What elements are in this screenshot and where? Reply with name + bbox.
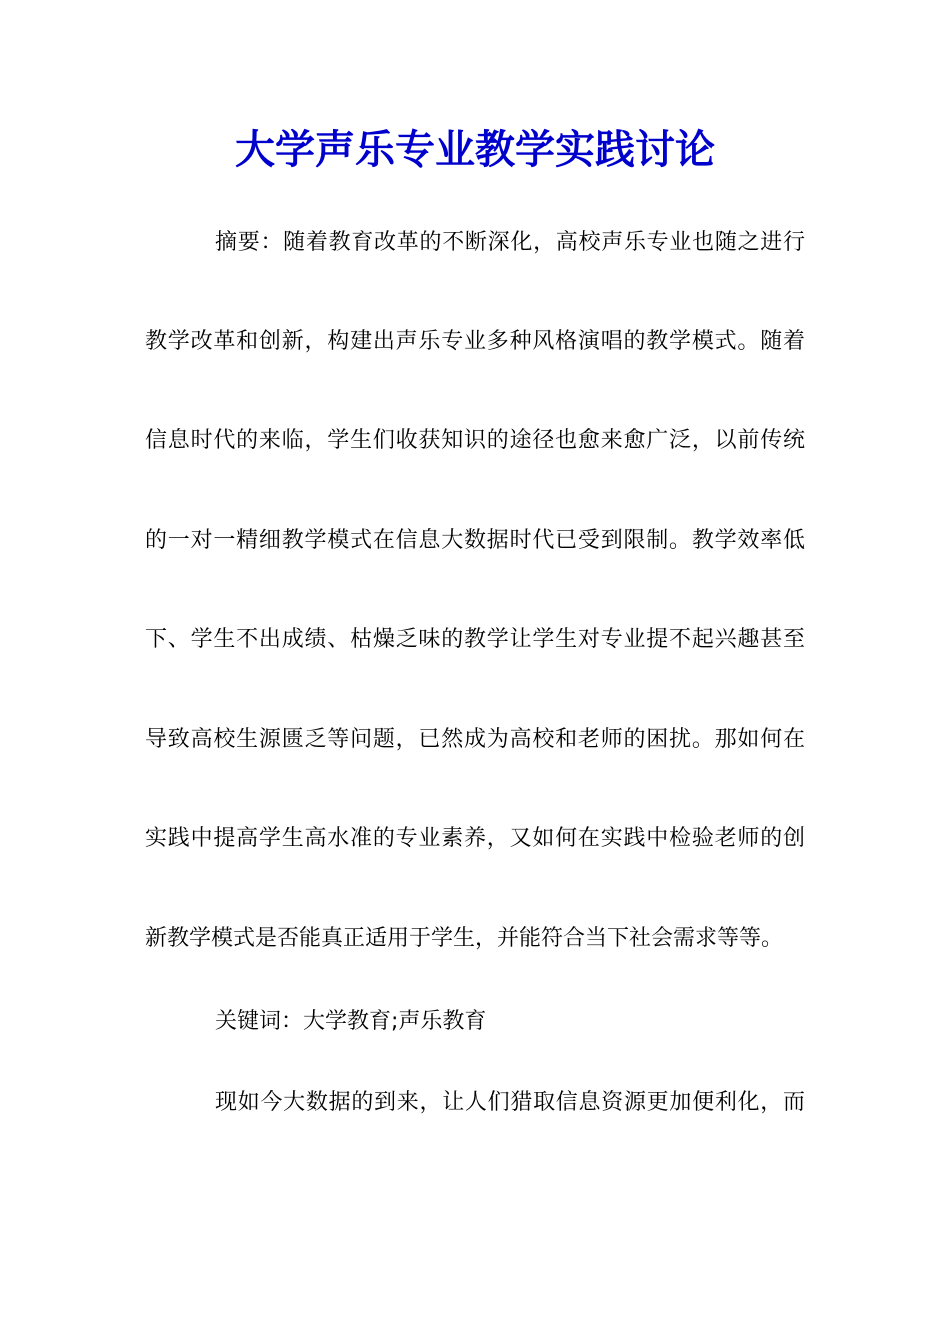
abstract-line-6: 导致高校生源匮乏等问题，已然成为高校和老师的困扰。那如何在 [145,727,805,752]
abstract-line-7: 实践中提高学生高水准的专业素养，又如何在实践中检验老师的创 [145,826,805,851]
abstract-line-4: 的一对一精细教学模式在信息大数据时代已受到限制。教学效率低 [145,528,805,553]
abstract-line-2: 教学改革和创新，构建出声乐专业多种风格演唱的教学模式。随着 [145,329,805,354]
abstract-line-3: 信息时代的来临，学生们收获知识的途径也愈来愈广泛，以前传统 [145,428,805,453]
abstract-line-1: 摘要：随着教育改革的不断深化，高校声乐专业也随之进行 [215,230,805,255]
page-title: 大学声乐专业教学实践讨论 [235,126,715,173]
abstract-line-5: 下、学生不出成绩、枯燥乏味的教学让学生对专业提不起兴趣甚至 [145,627,805,652]
body-paragraph-line-1: 现如今大数据的到来，让人们猎取信息资源更加便利化，而 [215,1090,805,1115]
abstract-line-8: 新教学模式是否能真正适用于学生，并能符合当下社会需求等等。 [145,926,784,951]
keywords-line: 关键词：大学教育;声乐教育 [215,1009,487,1034]
